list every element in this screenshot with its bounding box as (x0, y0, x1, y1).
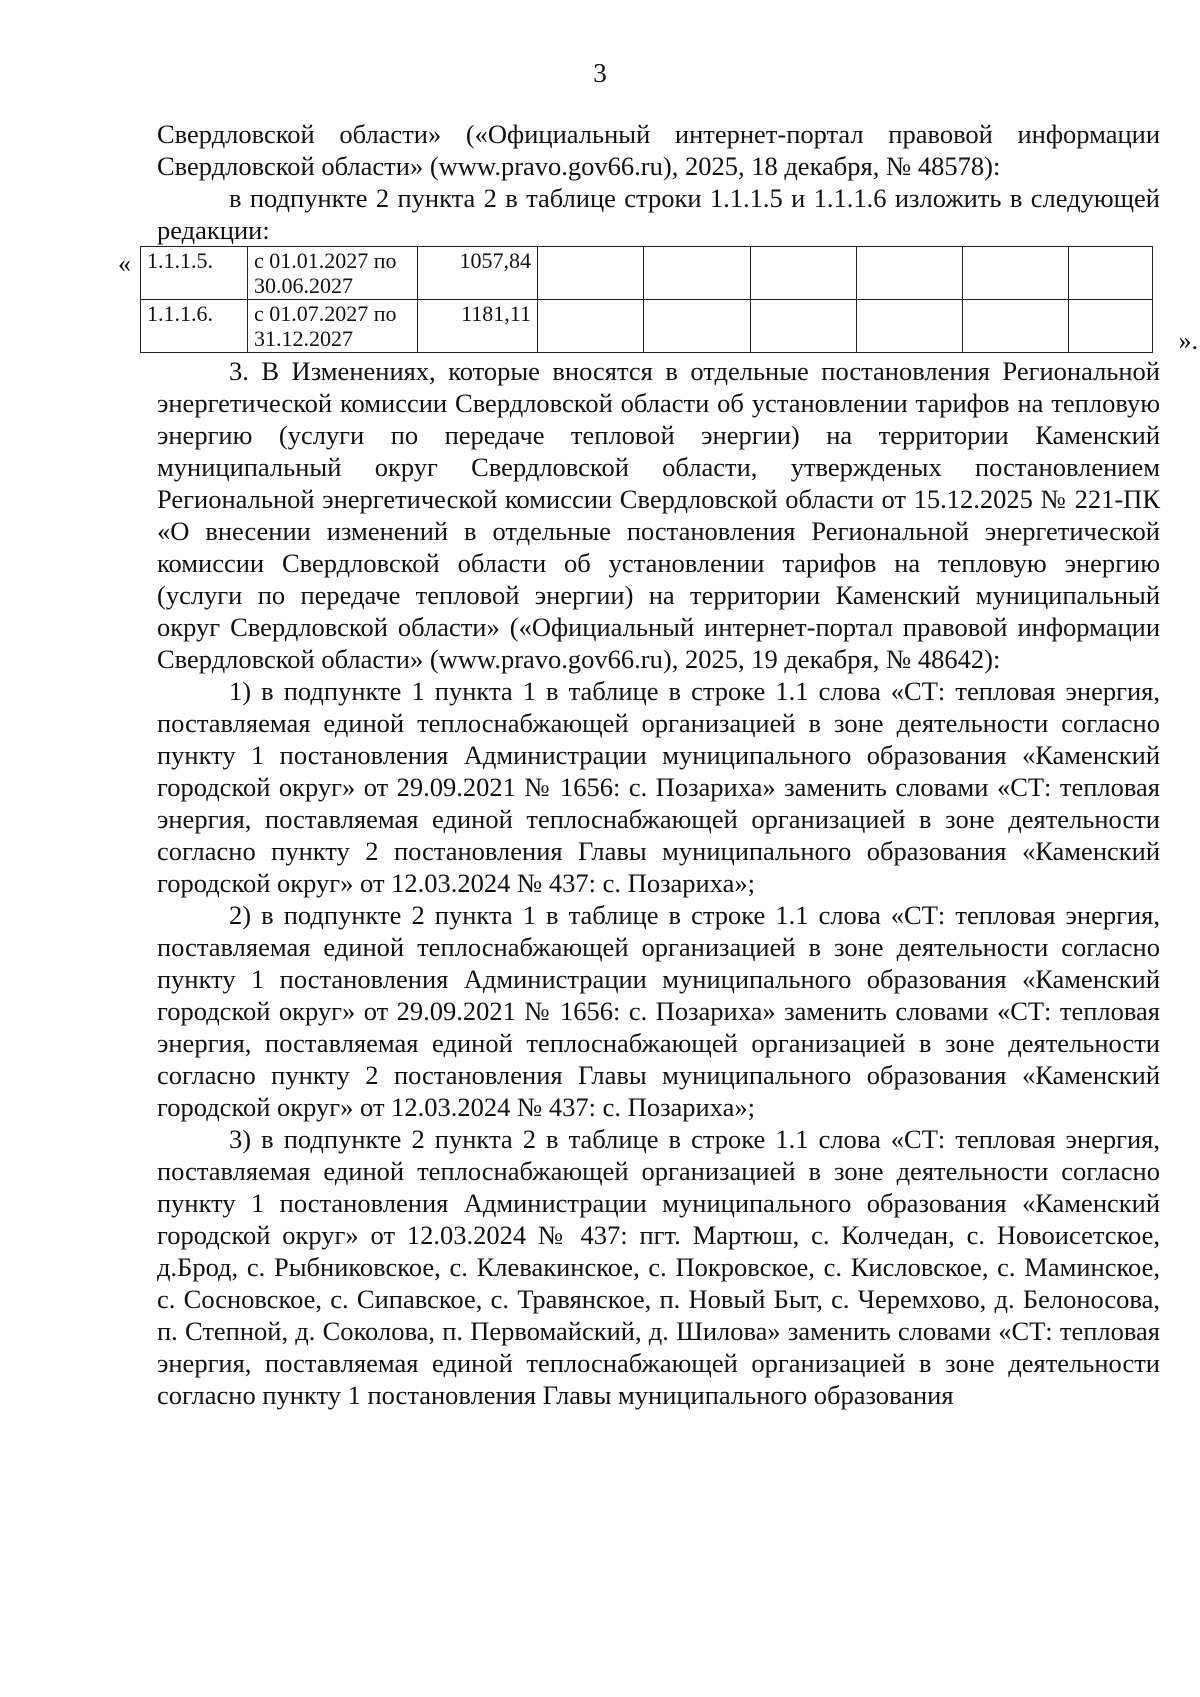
row-code: 1.1.1.6. (141, 300, 248, 353)
row-period: с 01.07.2027 по 31.12.2027 (248, 300, 418, 353)
empty-cell (644, 300, 751, 353)
empty-cell (644, 247, 751, 300)
empty-cell (538, 247, 644, 300)
empty-cell (963, 247, 1069, 300)
paragraph-subitem-1: 1) в подпункте 1 пункта 1 в таблице в строке 1.1 слова «СТ: тепловая энергия, поставляемая единой теплоснабжающей организацией в зоне деятельности согласно пункту 1 постановления Администрации муниципального образования «Каменский городской округ» от 29.09.2021 № 1656: с. Позариха» заменить словами «СТ: тепловая энергия, поставляемая единой теплоснабжающей организацией в зоне деятельности согласно пункту 2 постановления Главы муниципального образования «Каменский городской округ» от 12.03.2024 № 437: с. Позариха»; (157, 676, 1160, 898)
paragraph-source-reference: Свердловской области» («Официальный интернет-портал правовой информации Свердловской области» (www.pravo.gov66.ru), 2025, 18 декабря, № 48578): (157, 119, 1160, 181)
tariff-table (140, 246, 1153, 353)
paragraph-table-instruction: в подпункте 2 пункта 2 в таблице строки 1.1.1.5 и 1.1.1.6 изложить в следующей редакции: (157, 183, 1160, 245)
empty-cell (751, 247, 857, 300)
table-open-quote: « (118, 249, 131, 278)
row-value: 1057,84 (418, 247, 538, 300)
empty-cell (1069, 247, 1153, 300)
empty-cell (1069, 300, 1153, 353)
empty-cell (538, 300, 644, 353)
row-value: 1181,11 (418, 300, 538, 353)
table-row (141, 247, 1153, 300)
page-number: 3 (593, 58, 607, 88)
document-body (118, 118, 1198, 1411)
row-period: с 01.01.2027 по 30.06.2027 (248, 247, 418, 300)
row-code: 1.1.1.5. (141, 247, 248, 300)
paragraph-subitem-2: 2) в подпункте 2 пункта 1 в таблице в строке 1.1 слова «СТ: тепловая энергия, поставляемая единой теплоснабжающей организацией в зоне деятельности согласно пункту 1 постановления Администрации муниципального образования «Каменский городской округ» от 29.09.2021 № 1656: с. Позариха» заменить словами «СТ: тепловая энергия, поставляемая единой теплоснабжающей организацией в зоне деятельности согласно пункту 2 постановления Главы муниципального образования «Каменский городской округ» от 12.03.2024 № 437: с. Позариха»; (157, 900, 1160, 1122)
paragraph-subitem-3: 3) в подпункте 2 пункта 2 в таблице в строке 1.1 слова «СТ: тепловая энергия, поставляемая единой теплоснабжающей организацией в зоне деятельности согласно пункту 1 постановления Администрации муниципального образования «Каменский городской округ» от 12.03.2024 № 437: пгт. Мартюш, с. Колчедан, с. Новоисетское, д.Брод, с. Рыбниковское, с. Клевакинское, с. Покровское, с. Кисловское, с. Маминское, с. Сосновское, с. Сипавское, с. Травянское, п. Новый Быт, с. Черемхово, д. Белоносова, п. Степной, д. Соколова, п. Первомайский, д. Шилова» заменить словами «СТ: тепловая энергия, поставляемая единой теплоснабжающей организацией в зоне деятельности согласно пункту 1 постановления Главы муниципального образования (157, 1124, 1160, 1410)
empty-cell (751, 300, 857, 353)
table-row (141, 300, 1153, 353)
tariff-table-block (118, 246, 1198, 355)
table-close-quote: ». (1178, 326, 1198, 355)
empty-cell (857, 247, 963, 300)
paragraph-item-3: 3. В Изменениях, которые вносятся в отдельные постановления Региональной энергетической комиссии Свердловской области об установлении тарифов на тепловую энергию (услуги по передаче тепловой энергии) на территории Каменский муниципальный округ Свердловской области, утвержденых постановлением Региональной энергетической комиссии Свердловской области от 15.12.2025 № 221-ПК «О внесении изменений в отдельные постановления Региональной энергетической комиссии Свердловской области об установлении тарифов на тепловую энергию (услуги по передаче тепловой энергии) на территории Каменский муниципальный округ Свердловской области» («Официальный интернет-портал правовой информации Свердловской области» (www.pravo.gov66.ru), 2025, 19 декабря, № 48642): (157, 356, 1160, 674)
empty-cell (857, 300, 963, 353)
empty-cell (963, 300, 1069, 353)
